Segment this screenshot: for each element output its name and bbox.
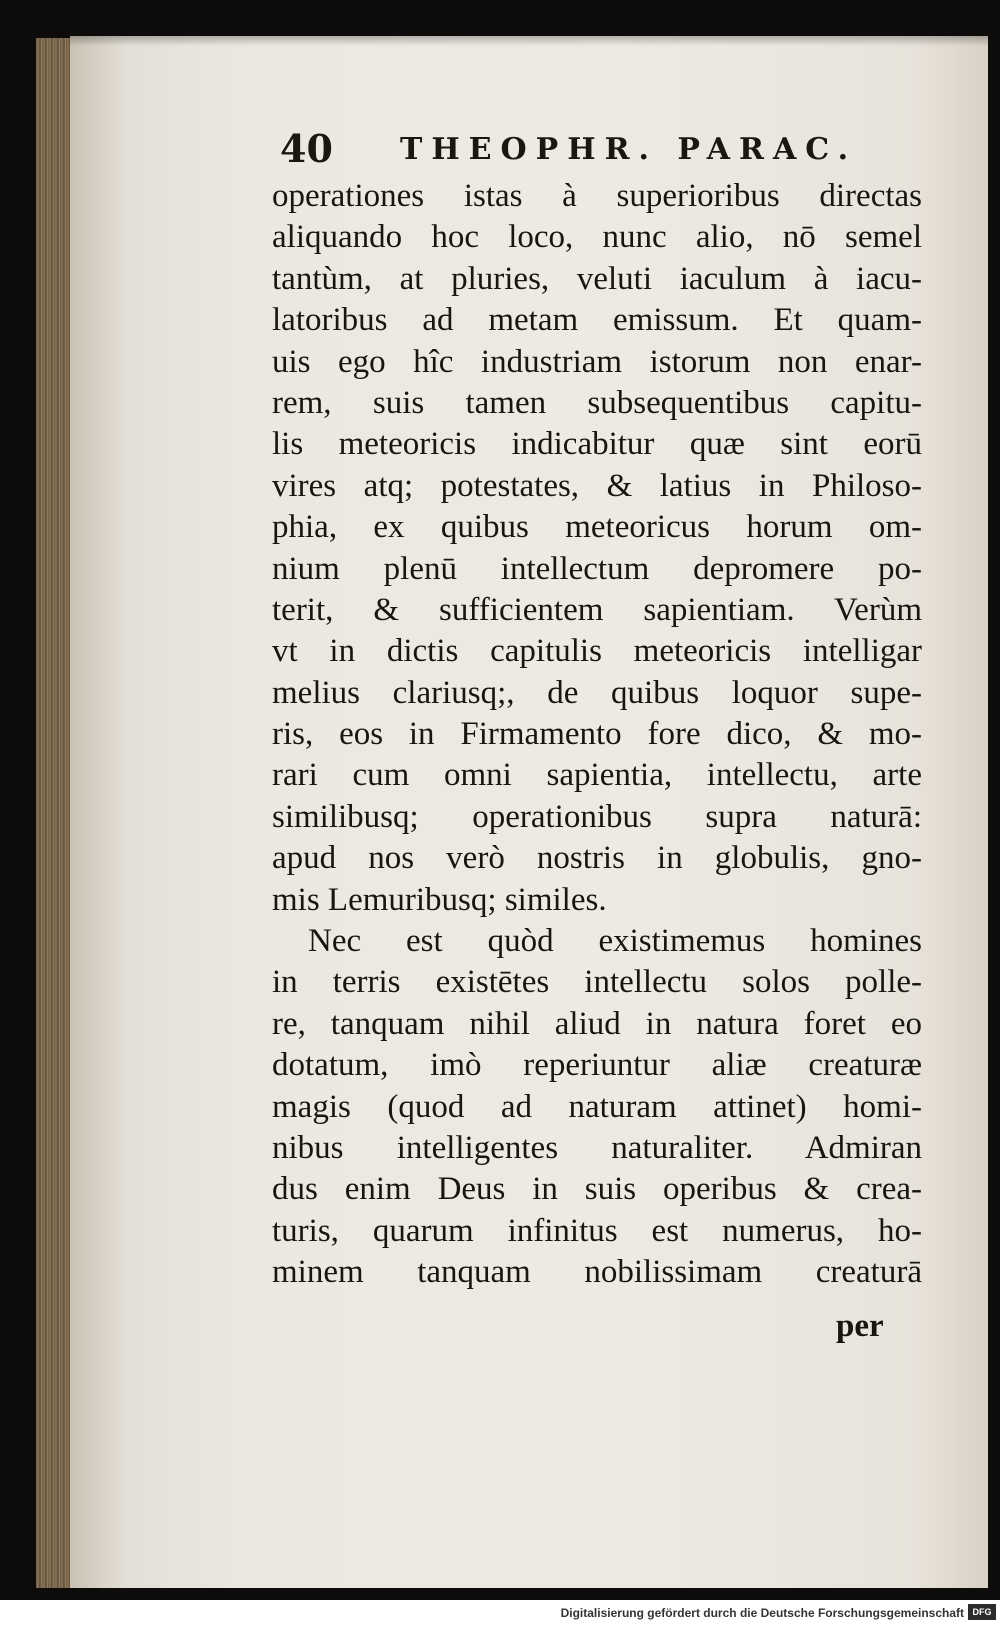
text-line: aliquando hoc loco, nunc alio, nō semel <box>272 219 922 256</box>
text-line: rem, suis tamen subsequentibus capitu- <box>272 384 922 421</box>
text-line: tantùm, at pluries, veluti iaculum à iacu- <box>272 260 922 297</box>
text-line: minem tanquam nobilissimam creaturā <box>272 1254 922 1291</box>
page-header <box>280 126 920 172</box>
text-line: nium plenū intellectum depromere po- <box>272 550 922 587</box>
text-line: apud nos verò nostris in globulis, gno- <box>272 840 922 877</box>
text-line: ris, eos in Firmamento fore dico, & mo- <box>272 716 922 753</box>
text-line: melius clariusq;, de quibus loquor supe- <box>272 674 922 711</box>
text-line: turis, quarum infinitus est numerus, ho- <box>272 1212 922 1249</box>
text-line: nibus intelligentes naturaliter. Admiran <box>272 1129 922 1166</box>
text-line: phia, ex quibus meteoricus horum om- <box>272 509 922 546</box>
text-line: vires atq; potestates, & latius in Philoso- <box>272 467 922 504</box>
text-line: rari cum omni sapientia, intellectu, arte <box>272 757 922 794</box>
book-page-edges <box>36 38 74 1588</box>
text-line: latoribus ad metam emissum. Et quam- <box>272 302 922 339</box>
text-line: terit, & sufficientem sapientiam. Verùm <box>272 591 922 628</box>
text-line: mis Lemuribusq; similes. <box>272 881 607 918</box>
dfg-logo: DFG <box>968 1604 996 1620</box>
text-line: re, tanquam nihil aliud in natura foret eo <box>272 1005 922 1042</box>
catchword: per <box>836 1308 884 1344</box>
text-line: magis (quod ad naturam attinet) homi- <box>272 1088 922 1125</box>
body-text <box>272 176 922 1294</box>
running-head: THEOPHR. PARAC. <box>400 132 858 167</box>
text-line: similibusq; operationibus supra naturā: <box>272 798 922 835</box>
text-line: operationes istas à superioribus directas <box>272 178 922 214</box>
footer-bar <box>0 1600 1000 1628</box>
text-line: in terris existētes intellectu solos polle- <box>272 964 922 1001</box>
funding-credit: Digitalisierung gefördert durch die Deutsche Forschungsgemeinschaft <box>560 1606 964 1620</box>
text-line: uis ego hîc industriam istorum non enar- <box>272 343 922 380</box>
page-number: 40 <box>280 126 333 171</box>
text-line: Nec est quòd existimemus homines <box>308 923 922 960</box>
text-line: dotatum, imò reperiuntur aliæ creaturæ <box>272 1047 922 1084</box>
page-shadow <box>70 36 988 46</box>
text-line: lis meteoricis indicabitur quæ sint eorū <box>272 426 922 463</box>
text-line: dus enim Deus in suis operibus & crea- <box>272 1171 922 1208</box>
text-line: vt in dictis capitulis meteoricis intelligar <box>272 633 922 670</box>
